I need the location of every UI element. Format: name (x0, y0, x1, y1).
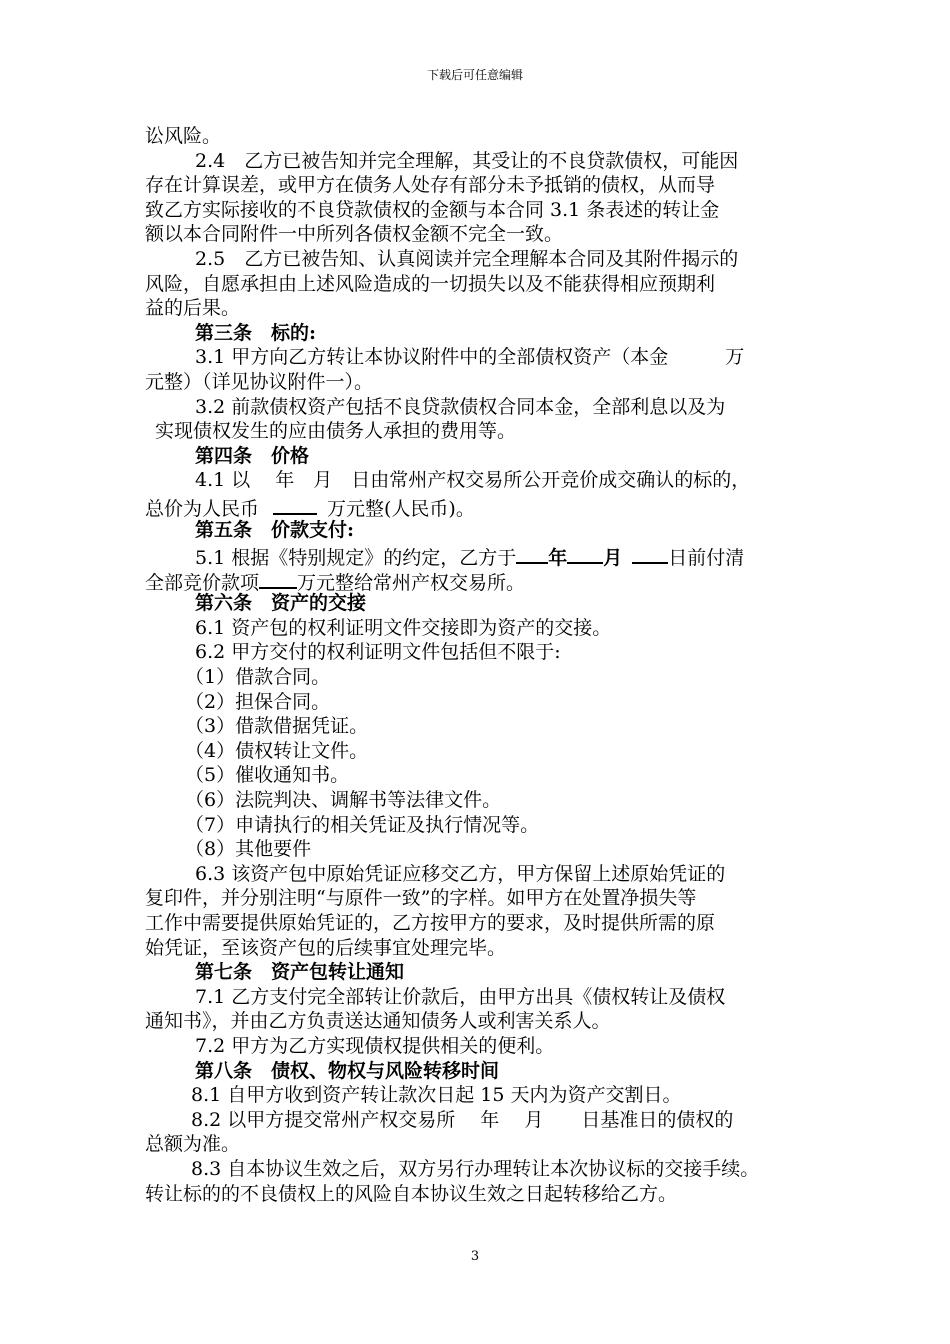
clause-4-1-total (145, 493, 845, 518)
text-fragment: 全部竞价款项 (145, 571, 260, 594)
list-item: （3）借款借据凭证。 (185, 715, 369, 738)
clause-5-1 (145, 542, 845, 570)
article-7-heading: 第七条 资产包转让通知 (195, 961, 405, 984)
clause-5-1-cont (145, 567, 845, 592)
clause-6-2: 6.2 甲方交付的权利证明文件包括但不限于: (195, 641, 561, 664)
text-line: 致乙方实际接收的不良贷款债权的金额与本合同 3.1 条表述的转让金 (145, 198, 720, 221)
blank-underline (516, 542, 548, 564)
text-fragment: 总价为人民币 (145, 497, 260, 520)
text-fragment: 万元整(人民币)。 (327, 497, 475, 520)
clause-8-1: 8.1 自甲方收到资产转让款次日起 15 天内为资产交割日。 (191, 1084, 682, 1107)
list-item: （6）法院判决、调解书等法律文件。 (185, 789, 502, 812)
text-line: 转让标的的不良债权上的风险自本协议生效之日起转移给乙方。 (145, 1182, 678, 1205)
clause-6-1: 6.1 资产包的权利证明文件交接即为资产的交接。 (195, 616, 612, 639)
clause-7-1: 7.1 乙方支付完全部转让价款后，由甲方出具《债权转让及债权 (195, 985, 726, 1008)
clause-4-1: 4.1 以 年 月 日由常州产权交易所公开竞价成交确认的标的， (195, 469, 751, 492)
text-fragment: 万元整给常州产权交易所。 (297, 571, 526, 594)
list-item: （7）申请执行的相关凭证及执行情况等。 (185, 813, 540, 836)
article-6-heading: 第六条 资产的交接 (195, 592, 367, 615)
text-fragment: 年 (548, 547, 568, 570)
text-line: 风险，自愿承担由上述风险造成的一切损失以及不能获得相应预期利 (145, 272, 716, 295)
blank-underline (273, 493, 317, 515)
list-item: （4）债权转让文件。 (185, 739, 369, 762)
text-line: 通知书》，并由乙方负责送达通知债务人或利害关系人。 (145, 1010, 611, 1033)
text-line: 复印件，并分别注明“与原件一致”的字样。如甲方在处置净损失等 (145, 887, 697, 910)
list-item: （8）其他要件 (185, 838, 312, 861)
text-line: 益的后果。 (145, 297, 241, 320)
clause-2-5: 2.5 乙方已被告知、认真阅读并完全理解本合同及其附件揭示的 (195, 247, 739, 270)
blank-underline (567, 542, 603, 564)
text-line: 始凭证，至该资产包的后续事宜处理完毕。 (145, 936, 507, 959)
text-fragment: 月 (603, 547, 623, 570)
article-8-heading: 第八条 债权、物权与风险转移时间 (195, 1059, 500, 1082)
list-item: （2）担保合同。 (185, 690, 331, 713)
clause-8-2: 8.2 以甲方提交常州产权交易所 年 月 日基准日的债权的 (191, 1108, 734, 1131)
clause-7-2: 7.2 甲方为乙方实现债权提供相关的便利。 (195, 1034, 555, 1057)
text-line: 额以本合同附件一中所列各债权金额不完全一致。 (145, 223, 564, 246)
article-4-heading: 第四条 价格 (195, 444, 310, 467)
article-3-heading: 第三条 标的: (195, 321, 317, 344)
text-line: 存在计算误差，或甲方在债务人处存有部分未予抵销的债权，从而导 (145, 174, 716, 197)
clause-8-3: 8.3 自本协议生效之后，双方另行办理转让本次协议标的交接手续。 (191, 1157, 760, 1180)
text-fragment: 日前付清 (668, 547, 745, 570)
text-line: 工作中需要提供原始凭证的，乙方按甲方的要求，及时提供所需的原 (145, 912, 716, 934)
page-number: 3 (470, 1249, 480, 1264)
list-item: （1）借款合同。 (185, 666, 331, 689)
clause-3-2: 3.2 前款债权资产包括不良贷款债权合同本金，全部利息以及为 (195, 395, 726, 418)
text-line: 总额为准。 (145, 1133, 241, 1156)
page-header-note: 下载后可任意编辑 (426, 68, 523, 82)
text-line: 讼风险。 (145, 125, 222, 147)
list-item: （5）催收通知书。 (185, 764, 350, 787)
clause-6-3: 6.3 该资产包中原始凭证应移交乙方，甲方保留上述原始凭证的 (195, 862, 726, 885)
article-5-heading: 第五条 价款支付: (195, 518, 355, 541)
blank-underline (259, 567, 297, 589)
document-body (145, 124, 845, 1206)
clause-3-1: 3.1 甲方向乙方转让本协议附件中的全部债权资产（本金 万 (195, 346, 745, 369)
text-line: 元整）（详见协议附件一）。 (145, 370, 374, 393)
text-fragment: 5.1 根据《特别规定》的约定，乙方于 (195, 547, 517, 570)
clause-2-4: 2.4 乙方已被告知并完全理解，其受让的不良贷款债权，可能因 (195, 149, 739, 172)
blank-underline (632, 542, 668, 564)
text-line: 实现债权发生的应由债务人承担的费用等。 (155, 420, 517, 443)
